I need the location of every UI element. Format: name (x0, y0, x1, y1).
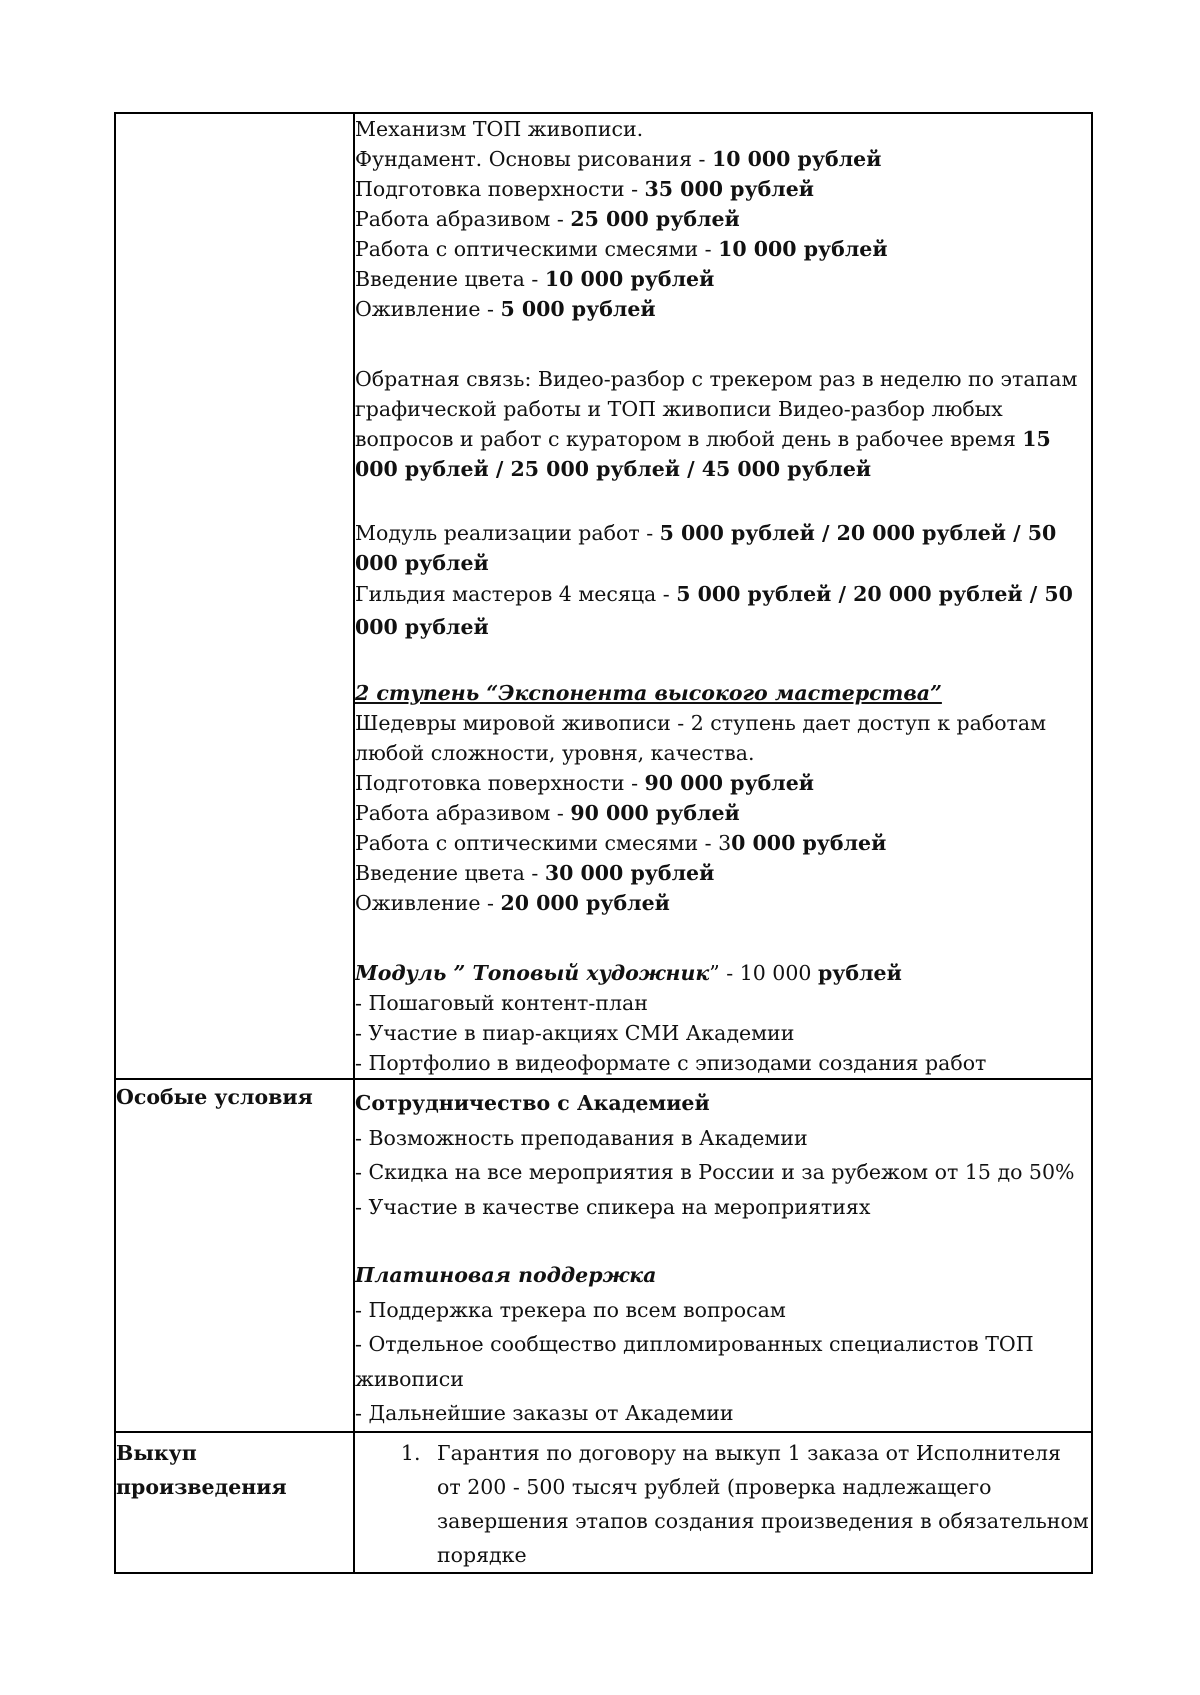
price-line: Подготовка поверхности - 35 000 рублей (355, 177, 814, 201)
price-line: Введение цвета - 10 000 рублей (355, 267, 715, 291)
price-line: Подготовка поверхности - 90 000 рублей (355, 771, 814, 795)
price-line: Работа абразивом - 25 000 рублей (355, 207, 740, 231)
list-item: - Отдельное сообщество дипломированных специалистов ТОП живописи (355, 1332, 1034, 1391)
list-item: - Дальнейшие заказы от Академии (355, 1401, 734, 1425)
price-line: Оживление - 5 000 рублей (355, 297, 656, 321)
list-item: - Скидка на все мероприятия в России и за рубежом от 15 до 50% (355, 1160, 1075, 1184)
platinum-heading: Платиновая поддержка (355, 1263, 657, 1287)
empty-label-cell (115, 113, 354, 1079)
table-row (115, 1432, 1092, 1573)
price-line: Введение цвета - 30 000 рублей (355, 861, 715, 885)
program-content-cell (354, 113, 1092, 1079)
price-line: Механизм ТОП живописи. (355, 117, 644, 141)
price-line: Оживление - 20 000 рублей (355, 891, 670, 915)
stage2-heading: 2 ступень “Экспонента высокого мастерства” (355, 681, 942, 705)
list-item: - Возможность преподавания в Академии (355, 1125, 808, 1150)
row-label: Особые условия (115, 1079, 354, 1432)
list-item: - Поддержка трекера по всем вопросам (355, 1297, 786, 1322)
table-row (115, 1079, 1092, 1432)
stage2-intro: Шедевры мировой живописи - 2 ступень дает доступ к работам любой сложности, уровня, качества. (355, 711, 1047, 765)
module-line: Гильдия мастеров 4 месяца - 5 000 рублей / 20 000 рублей / 50 000 рублей (355, 582, 1073, 639)
price-line: Фундамент. Основы рисования - 10 000 рублей (355, 147, 882, 171)
price-line: Работа с оптическими смесями - 10 000 рублей (355, 237, 888, 261)
top-module-title: Модуль ” Топовый художник” - 10 000 рублей (355, 961, 902, 985)
price-line: Работа абразивом - 90 000 рублей (355, 801, 740, 825)
special-conditions-cell (354, 1079, 1092, 1432)
module-line: Модуль реализации работ - 5 000 рублей / 20 000 рублей / 50 000 рублей (355, 521, 1057, 575)
table-row (115, 113, 1092, 1079)
buyout-cell (354, 1432, 1092, 1573)
cooperation-heading: Сотрудничество с Академией (355, 1091, 710, 1115)
list-item: - Участие в качестве спикера на мероприятиях (355, 1194, 871, 1219)
price-list (355, 114, 1091, 324)
pricing-table (114, 112, 1093, 1574)
list-item: 1. Гарантия по договору на выкуп 1 заказа от Исполнителя от 200 - 500 тысяч рублей (проверка надлежащего завершения этапов создания произведения в обязательном порядке (427, 1436, 1091, 1572)
list-item: - Участие в пиар-акциях СМИ Академии (355, 1021, 795, 1045)
feedback-paragraph: Обратная связь: Видео-разбор с трекером раз в неделю по этапам графической работы и ТОП живописи Видео-разбор любых вопросов и работ с куратором в любой день в рабочее время 15 000 рублей / 25 000 рублей / 45 000 рублей (355, 367, 1078, 481)
list-item: - Портфолио в видеоформате с эпизодами создания работ (355, 1051, 987, 1075)
row-label: Выкуп произведения (115, 1432, 354, 1573)
price-line: Работа с оптическими смесями - 30 000 рублей (355, 831, 887, 855)
numbered-list (355, 1436, 1091, 1572)
list-item: - Пошаговый контент-план (355, 991, 648, 1015)
